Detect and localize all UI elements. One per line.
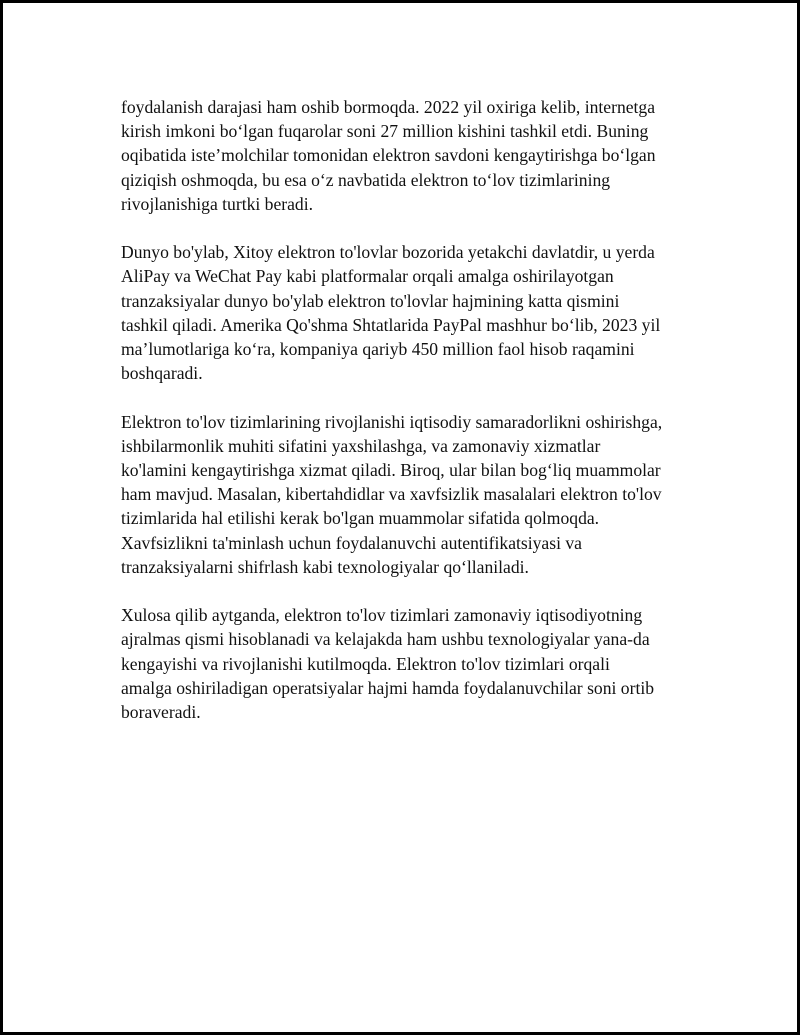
paragraph-1: foydalanish darajasi ham oshib bormoqda. 2022 yil oxiriga kelib, internetga kirish imkoni bo‘lgan fuqarolar soni 27 million kishini tashkil etdi. Buning oqibatida iste’molchilar tomonidan elektron savdoni kengaytirishga bo‘lgan qiziqish oshmoqda, bu esa o‘z navbatida elektron to‘lov tizimlarining rivojlanishiga turtki beradi. — [121, 97, 656, 214]
paragraph-4: Xulosa qilib aytganda, elektron to'lov tizimlari zamonaviy iqtisodiyotning ajralmas qismi hisoblanadi va kelajakda ham ushbu texnologiyalar yana-da kengayishi va rivojlanishi kutilmoqda. Elektron to'lov tizimlari orqali amalga oshiriladigan operatsiyalar hajmi hamda foydalanuvchilar soni ortib boraveradi. — [121, 605, 655, 723]
paragraph-3: Elektron to'lov tizimlarining rivojlanishi iqtisodiy samaradorlikni oshirishga, ishbilarmonlik muhiti sifatini yaxshilashga, va zamonaviy xizmatlar ko'lamini kengaytirishga xizmat qiladi. Biroq, ular bilan bog‘liq muammolar ham mavjud. Masalan, kibertahdidlar va xavfsizlik masalalari elektron to'lov tizimlarida hal etilishi kerak bo'lgan muammolar sifatida qolmoqda. Xavfsizlikni ta'minlash uchun foydalanuvchi autentifikatsiyasi va tranzaksiyalarni shifrlash kabi texnologiyalar qo‘llaniladi. — [121, 411, 663, 577]
document-body — [121, 95, 701, 748]
paragraph-2: Dunyo bo'ylab, Xitoy elektron to'lovlar bozorida yetakchi davlatdir, u yerda AliPay va WeChat Pay kabi platformalar orqali amalga oshirilayotgan tranzaksiyalar dunyo bo'ylab elektron to'lovlar hajmining katta qismini tashkil qiladi. Amerika Qo'shma Shtatlarida PayPal mashhur bo‘lib, 2023 yil ma’lumotlariga ko‘ra, kompaniya qariyb 450 million faol hisob raqamini boshqaradi. — [121, 242, 661, 384]
